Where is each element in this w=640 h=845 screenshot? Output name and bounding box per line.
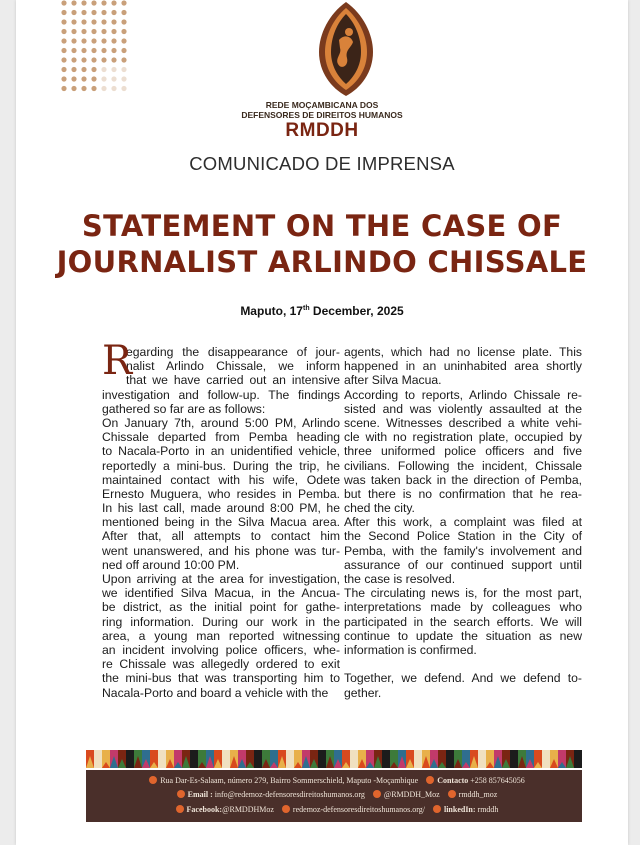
decor-dot: [81, 10, 86, 15]
body-column-left: [102, 338, 340, 700]
decor-dot: [111, 19, 116, 24]
document-type: COMUNICADO DE IMPRENSA: [189, 153, 455, 174]
phone-icon: [426, 776, 434, 784]
footer-contact-value[interactable]: +258 857645056: [470, 776, 525, 785]
linkedin-icon: [433, 805, 441, 813]
decor-dot: [111, 86, 116, 91]
decor-dot: [71, 57, 76, 62]
decor-dot: [61, 29, 66, 34]
decor-dot: [61, 0, 66, 5]
drop-cap: R: [102, 338, 133, 384]
body-line: maintained contact with his wife, Odete: [102, 472, 340, 487]
decor-dot: [71, 0, 76, 5]
body-line: continue to update the situation as new: [344, 628, 582, 643]
body-line: that we have carried out an intensive: [126, 373, 340, 388]
body-line: area, a young man reported witnessing: [102, 628, 340, 643]
body-line: gether.: [344, 685, 382, 700]
body-line: egarding the disappearance of jour-: [126, 345, 340, 359]
decor-dot: [101, 19, 106, 24]
decor-dot: [111, 48, 116, 53]
body-line: According to reports, Arlindo Chissale re-: [344, 387, 582, 402]
decor-dot: [61, 67, 66, 72]
footer-twitter-link[interactable]: @RMDDH_Moz: [383, 790, 440, 799]
body-line: the case is resolved.: [344, 572, 456, 586]
decor-dot: [81, 19, 86, 24]
body-line: went unanswered, and his phone was tur-: [102, 543, 340, 558]
decor-dot: [101, 76, 106, 81]
body-line: civilians. Following the incident, Chissale: [344, 458, 582, 473]
decor-dot: [61, 19, 66, 24]
decor-dot: [91, 19, 96, 24]
footer-email-label: Email :: [187, 790, 213, 799]
body-line: three uniformed police officers and five: [344, 444, 582, 459]
org-name-line2: DEFENSORES DE DIREITOS HUMANOS: [241, 110, 403, 120]
footer-linkedin-link[interactable]: rmddh: [477, 805, 499, 814]
decor-dot: [91, 67, 96, 72]
decor-dot: [111, 76, 116, 81]
org-name-line1: REDE MOÇAMBICANA DOS: [265, 100, 379, 110]
location-icon: [149, 776, 157, 784]
decor-dot: [121, 57, 126, 62]
footer-row-2: [86, 790, 582, 799]
decor-dot: [121, 76, 126, 81]
decor-dot: [91, 0, 96, 5]
rmddh-shield-logo: [311, 0, 381, 98]
footer-contact-label: Contacto: [437, 776, 469, 785]
body-line: The circulating news is, for the most part,: [344, 586, 582, 601]
body-line: Chissale departed from Pemba heading: [102, 430, 340, 445]
body-line: mentioned being in the Silva Macua area.: [102, 515, 340, 530]
body-line: Together, we defend. And we defend to-: [344, 671, 582, 686]
body-line: but there is no confirmation that he rea-: [344, 486, 582, 501]
body-line: scene. Witnesses described a white vehi-: [344, 415, 582, 430]
decor-dot: [61, 38, 66, 43]
decor-dot: [121, 10, 126, 15]
decor-dot: [81, 29, 86, 34]
decor-dot: [101, 10, 106, 15]
decor-dot: [81, 76, 86, 81]
decor-dot: [121, 86, 126, 91]
body-line: the mini-bus that was transporting him to: [102, 671, 340, 686]
decor-dot: [91, 38, 96, 43]
decor-dot: [71, 38, 76, 43]
body-line: interpretations made by colleagues who: [344, 600, 582, 615]
decor-dot: [81, 38, 86, 43]
body-line: after Silva Macua.: [344, 373, 442, 388]
decor-dot: [91, 29, 96, 34]
decor-dot: [81, 57, 86, 62]
decor-dot: [101, 86, 106, 91]
body-line: re Chissale was allegedly ordered to exit: [102, 657, 340, 672]
decor-dot: [91, 76, 96, 81]
decor-dot: [61, 76, 66, 81]
decorative-pattern-band: [86, 750, 582, 768]
facebook-icon: [176, 805, 184, 813]
decor-dot: [61, 57, 66, 62]
body-column-right: [344, 345, 582, 700]
body-line: Nacala-Porto and board a vehicle with the: [102, 685, 329, 700]
body-line: the Second Police Station in the City of: [344, 529, 582, 544]
decor-dot: [71, 10, 76, 15]
decor-dot: [61, 86, 66, 91]
decor-dot: [71, 67, 76, 72]
decor-dot: [71, 48, 76, 53]
decor-dot: [121, 19, 126, 24]
body-line: In his last call, made around 8:00 PM, he: [102, 501, 340, 516]
body-line: we identified Silva Macua, in the Ancua-: [102, 586, 340, 601]
decor-dot: [71, 76, 76, 81]
body-line: sisted and was violently assaulted at the: [344, 401, 582, 416]
body-line: gathered so far are as follows:: [102, 401, 266, 416]
decor-dot: [121, 0, 126, 5]
body-line: agents, which had no license plate. This: [344, 345, 582, 359]
decor-dot: [121, 67, 126, 72]
decor-dot: [91, 10, 96, 15]
body-line: happened in an uninhabited area shortly: [344, 359, 582, 374]
press-release-page: [16, 0, 628, 845]
dateline: [16, 304, 628, 318]
footer-email-link[interactable]: info@redemoz-defensoresdireitoshumanos.org: [214, 790, 365, 799]
footer-address: Rua Dar-Es-Salaam, número 279, Bairro Sommerschield, Maputo -Moçambique: [160, 776, 419, 785]
dateline-rest: December, 2025: [309, 304, 404, 318]
decor-dot: [111, 29, 116, 34]
body-line: investigation and follow-up. The findings: [102, 387, 340, 402]
decor-dot: [71, 86, 76, 91]
decor-dot: [111, 38, 116, 43]
footer-facebook-link[interactable]: @RMDDHMoz: [222, 805, 274, 814]
org-abbreviation: RMDDH: [285, 120, 359, 141]
decor-dot: [121, 48, 126, 53]
body-line: information is confirmed.: [344, 642, 477, 657]
body-line: On January 7th, around 5:00 PM, Arlindo: [102, 415, 340, 430]
footer-facebook-label: Facebook:: [186, 805, 223, 814]
body-line: participated in the search efforts. We will: [344, 614, 582, 629]
decor-dot: [81, 0, 86, 5]
footer: [86, 770, 582, 822]
instagram-icon: [448, 790, 456, 798]
headline-line2: JOURNALIST ARLINDO CHISSALE: [56, 245, 588, 279]
body-line: Pemba, with the family's involvement and: [344, 543, 582, 558]
decor-dot: [81, 67, 86, 72]
decor-dot: [101, 0, 106, 5]
decor-dot: [61, 10, 66, 15]
decor-dot: [71, 29, 76, 34]
footer-website-link[interactable]: redemoz-defensoresdireitoshumanos.org/: [292, 805, 425, 814]
decor-dot: [101, 29, 106, 34]
body-line: Upon arriving at the area for investigation,: [102, 572, 340, 586]
body-line: After that, all attempts to contact him: [102, 529, 340, 544]
decor-dot: [61, 48, 66, 53]
decor-dot: [111, 67, 116, 72]
decor-dot: [101, 57, 106, 62]
footer-row-1: [86, 776, 582, 785]
body-line: cle with no registration plate, occupied by: [344, 430, 582, 445]
decor-dot: [101, 48, 106, 53]
body-line: nalist Arlindo Chissale, we inform: [126, 359, 340, 374]
email-icon: [177, 790, 185, 798]
decor-dot: [81, 86, 86, 91]
decor-dot: [91, 57, 96, 62]
body-line: an incident involving police officers, whe-: [102, 642, 340, 657]
body-line: be district, as the initial point for gathe-: [102, 600, 340, 615]
decor-dot: [91, 48, 96, 53]
footer-row-3: [86, 805, 582, 814]
body-line: reportedly a mini-bus. During the trip, he: [102, 458, 340, 473]
body-line: was taken back in the direction of Pemba,: [344, 472, 582, 487]
twitter-icon: [373, 790, 381, 798]
decor-dot: [111, 57, 116, 62]
headline-line1: STATEMENT ON THE CASE OF: [81, 209, 563, 243]
decor-dot: [121, 38, 126, 43]
decor-dot: [101, 67, 106, 72]
body-line: ched the city.: [344, 501, 415, 516]
decor-dot: [101, 38, 106, 43]
body-line: assurance of our continued support until: [344, 557, 582, 572]
dot-grid-decoration: [60, 0, 128, 92]
body-line: [344, 657, 582, 671]
decor-dot: [81, 48, 86, 53]
decor-dot: [91, 86, 96, 91]
decor-dot: [121, 29, 126, 34]
dateline-suffix: th: [302, 305, 310, 312]
body-line: Ernesto Muguera, who resides in Pemba.: [102, 486, 340, 501]
globe-icon: [282, 805, 290, 813]
decor-dot: [111, 10, 116, 15]
body-line: to Nacala-Porto in an unidentified vehicle,: [102, 444, 340, 459]
footer-instagram-link[interactable]: rmddh_moz: [458, 790, 498, 799]
footer-linkedin-label: linkedIn:: [443, 805, 476, 814]
dateline-place-day: Maputo, 17: [240, 304, 303, 318]
decor-dot: [111, 0, 116, 5]
body-line: After this work, a complaint was filed at: [344, 515, 582, 530]
decor-dot: [71, 19, 76, 24]
body-line: ned off around 10:00 PM.: [102, 557, 240, 572]
body-line: ring information. During our work in the: [102, 614, 340, 629]
